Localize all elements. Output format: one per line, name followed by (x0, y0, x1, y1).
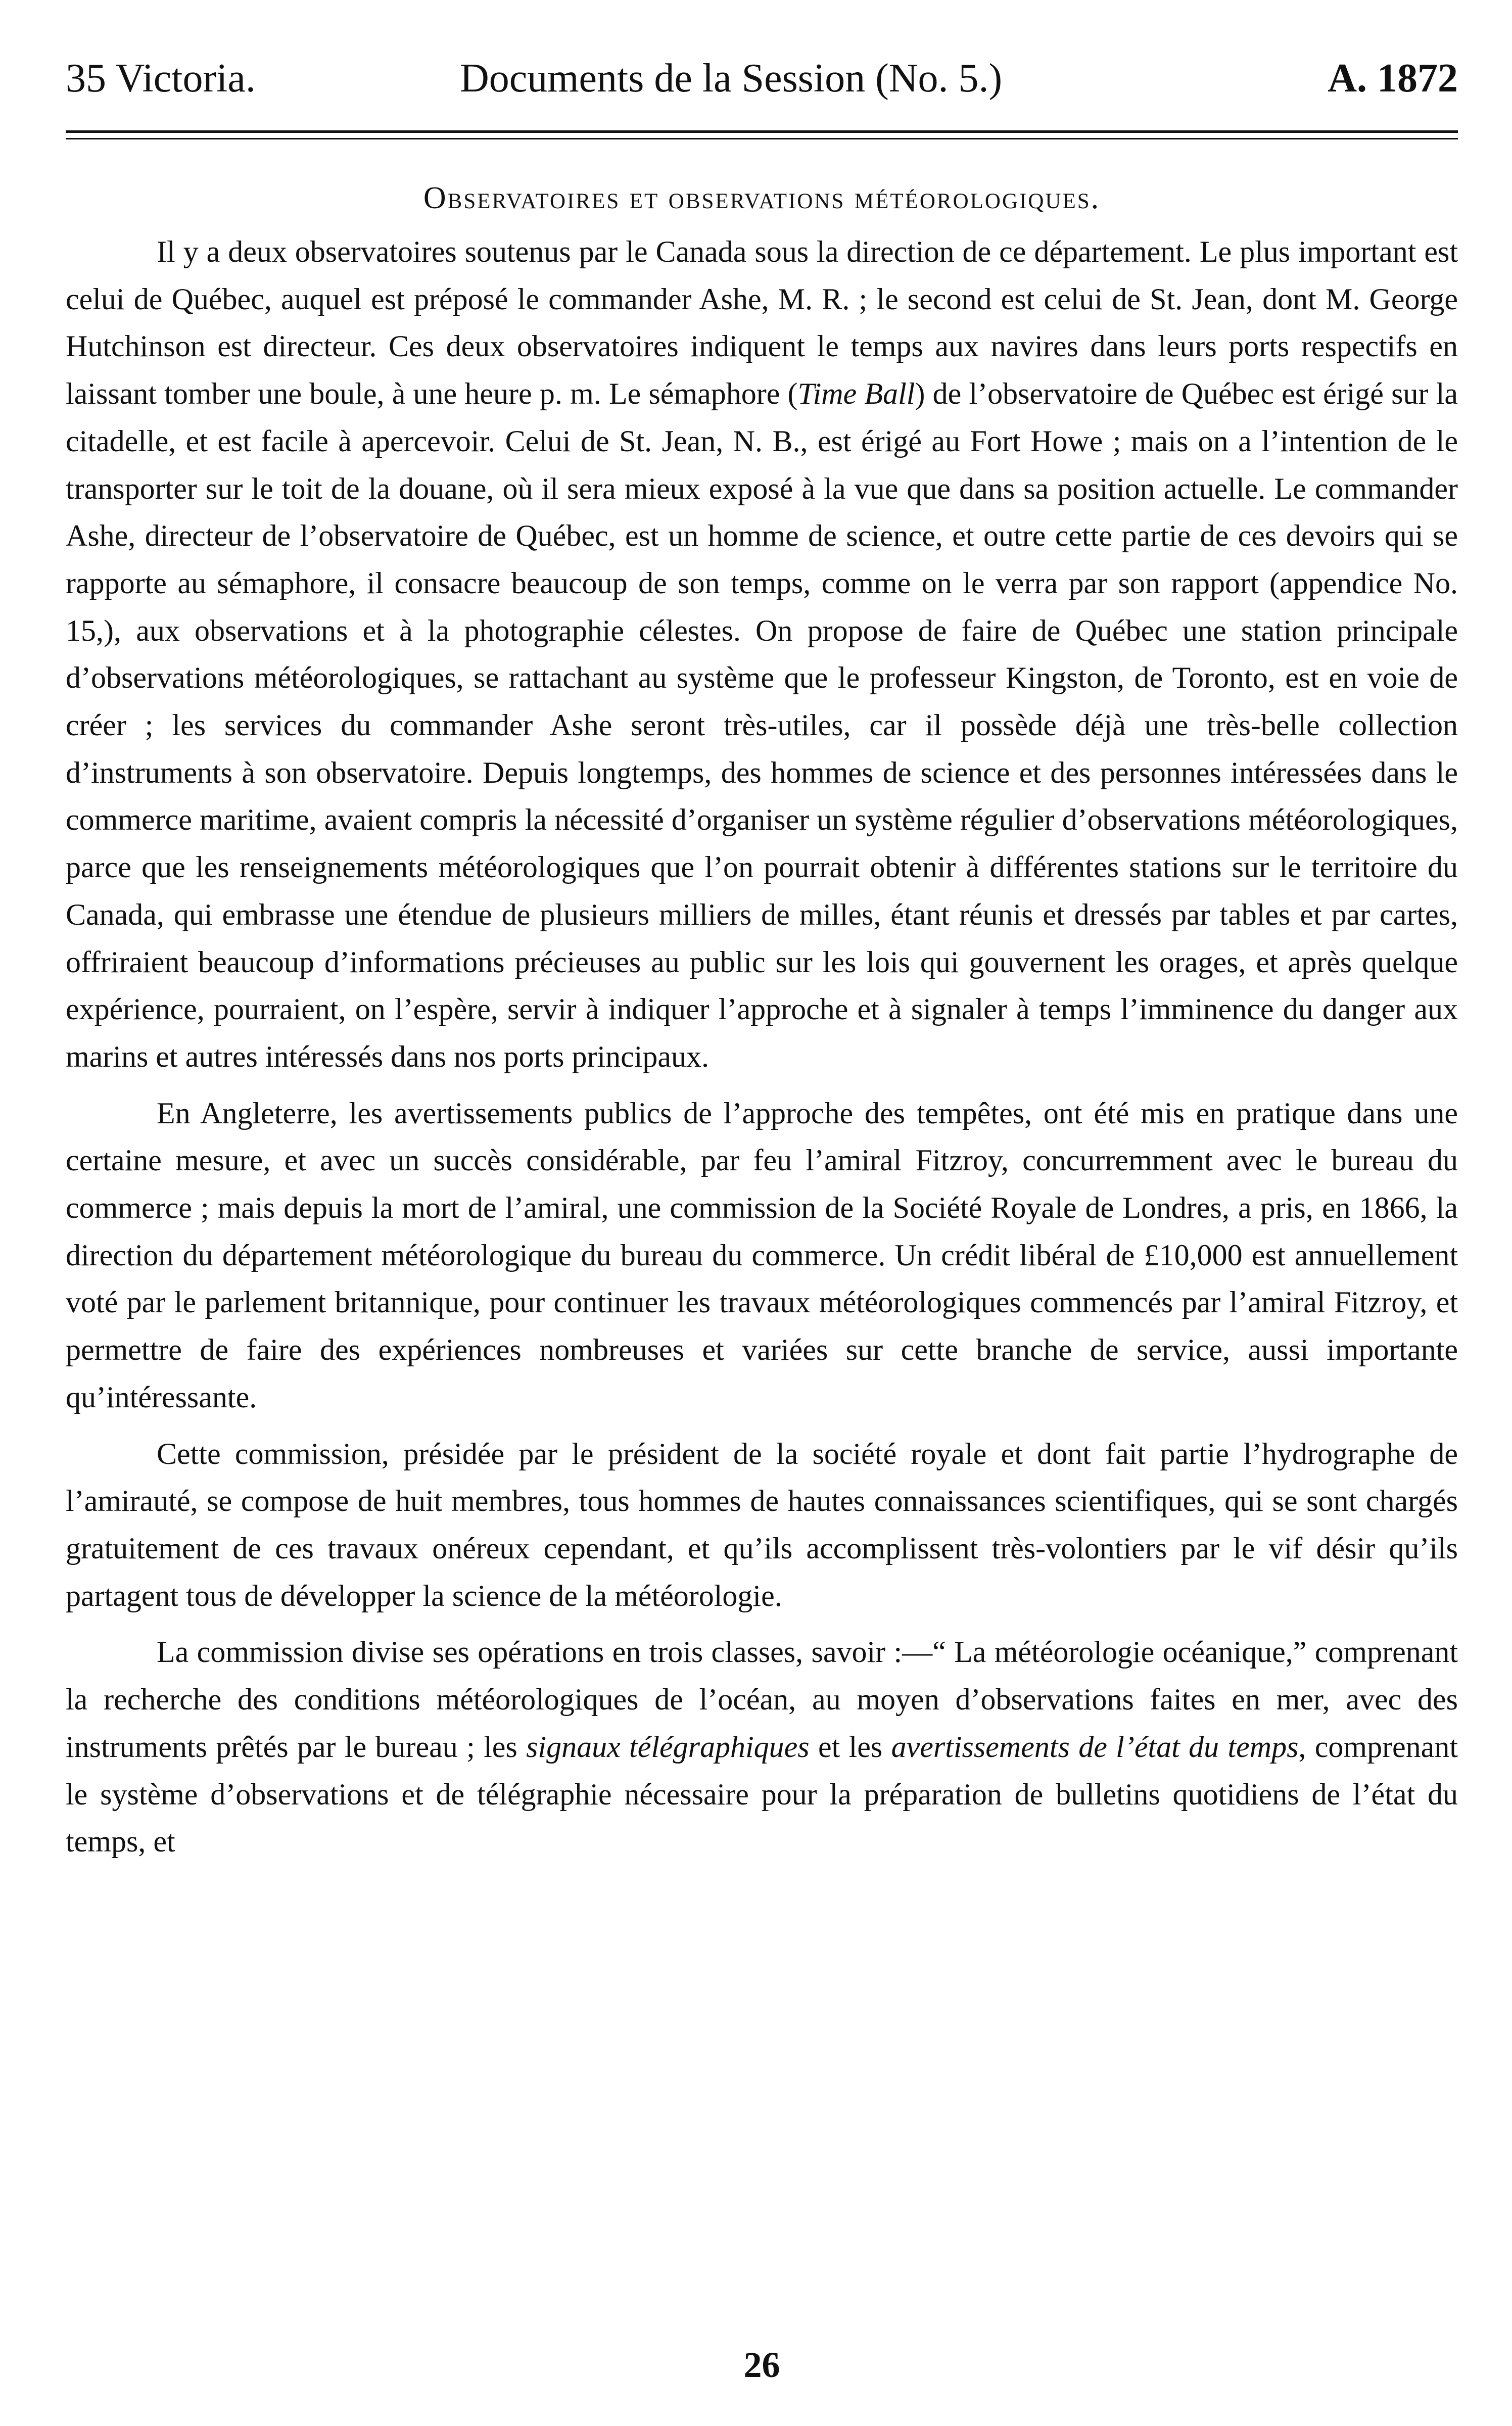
paragraph-1-text-a: Il y a deux observatoires soutenus par le Canada sous la direction de ce département. Le plus important est celui de Québec, auquel est préposé le commander Ashe, M. R. ; le second est celui de St. Jean, dont M. George Hutchinson est directeur. Ces deux observatoires indiquent le temps aux navires dans leurs ports respectifs en laissant tomber une boule, à une heure p. m. Le sémaphore ( (66, 235, 1458, 411)
paragraph-operations (66, 1629, 1458, 1866)
page-number: 26 (743, 2345, 780, 2385)
section-title: Observatoires et observations météorologiques. (423, 181, 1101, 215)
paragraph-commission: Cette commission, présidée par le président de la société royale et dont fait partie l’hydrographe de l’amirauté, se compose de huit membres, tous hommes de hautes connaissances scientifiques, qui se sont chargés gratuitement de ces travaux onéreux cependant, et qu’ils accomplissent très-volontiers par le vif désir qu’ils partagent tous de développer la science de la météorologie. (66, 1437, 1458, 1612)
paragraph-1-text-b: ) de l’observatoire de Québec est érigé sur la citadelle, et est facile à apercevoir. Celui de St. Jean, N. B., est érigé au Fort Howe ; mais on a l’intention de le transporter sur le toit de la douane, où il sera mieux exposé à la vue que dans sa position actuelle. Le commander Ashe, directeur de l’observatoire de Québec, est un homme de science, et outre cette partie de ces devoirs qui se rapporte au sémaphore, il consacre beaucoup de son temps, comme on le verra par son rapport (appendice No. 15,), aux observations et à la photographie célestes. On propose de faire de Québec une station principale d’observations météorologiques, se rattachant au système que le professeur Kingston, de Toronto, est en voie de créer ; les services du commander Ashe seront très-utiles, car il possède déjà une très-belle collection d’instruments à son observatoire. Depuis longtemps, des hommes de science et des personnes intéressées dans le commerce maritime, avaient compris la nécessité d’organiser un système régulier d’observations météorologiques, parce que les renseignements météorologiques que l’on pourrait obtenir à différentes stations sur le territoire du Canada, qui embrasse une étendue de plusieurs milliers de milles, étant réunis et dressés par tables et par cartes, offriraient beaucoup d’informations précieuses au public sur les lois qui gouvernent les orages, et après quelque expérience, pourraient, on l’espère, servir à indiquer l’approche et à signaler à temps l’imminence du danger aux marins et autres intéressés dans nos ports principaux. (66, 377, 1458, 1073)
paragraph-england: En Angleterre, les avertissements publics de l’approche des tempêtes, ont été mis en pratique dans une certaine mesure, et avec un succès considérable, par feu l’amiral Fitzroy, concurremment avec le bureau du commerce ; mais depuis la mort de l’amiral, une commission de la Société Royale de Londres, a pris, en 1866, la direction du département météorologique du bureau du commerce. Un crédit libéral de £10,000 est annuellement voté par le parlement britannique, pour continuer les travaux météorologiques commencés par l’amiral Fitzroy, et permettre de faire des expériences nombreuses et variées sur cette branche de service, aussi importante qu’intéressante. (66, 1096, 1458, 1414)
header-session-year: 35 Victoria. (66, 56, 256, 101)
body-text (66, 228, 1458, 1866)
paragraph-4-text-a: La commission divise ses opérations en trois classes, savoir :—“ La météorologie océanique,” comprenant la recherche des conditions météorologiques de l’océan, au moyen d’observations faites en mer, avec des instruments prêtés par le bureau ; les (66, 1635, 1458, 1764)
header-document-title: Documents de la Session (No. 5.) (460, 56, 1003, 101)
paragraph-1-italic-time-ball: Time Ball (797, 377, 915, 411)
paragraph-observatories (66, 228, 1458, 1081)
paragraph-4-text-c: , comprenant le système d’observations et de télégraphie nécessaire pour la préparation de bulletins quotidiens de l’état du temps, et (66, 1730, 1458, 1859)
header-rule-thick (66, 130, 1458, 133)
header-year: A. 1872 (1328, 56, 1458, 101)
header-double-rule (66, 130, 1458, 139)
paragraph-4-text-b: et les (809, 1730, 891, 1764)
paragraph-4-italic-signaux: signaux télégraphiques (526, 1730, 810, 1764)
paragraph-4-italic-avertissements: avertissements de l’état du temps (891, 1730, 1299, 1764)
header-rule-thin (66, 138, 1458, 139)
document-page (66, 40, 1458, 2395)
running-header (66, 40, 1458, 116)
